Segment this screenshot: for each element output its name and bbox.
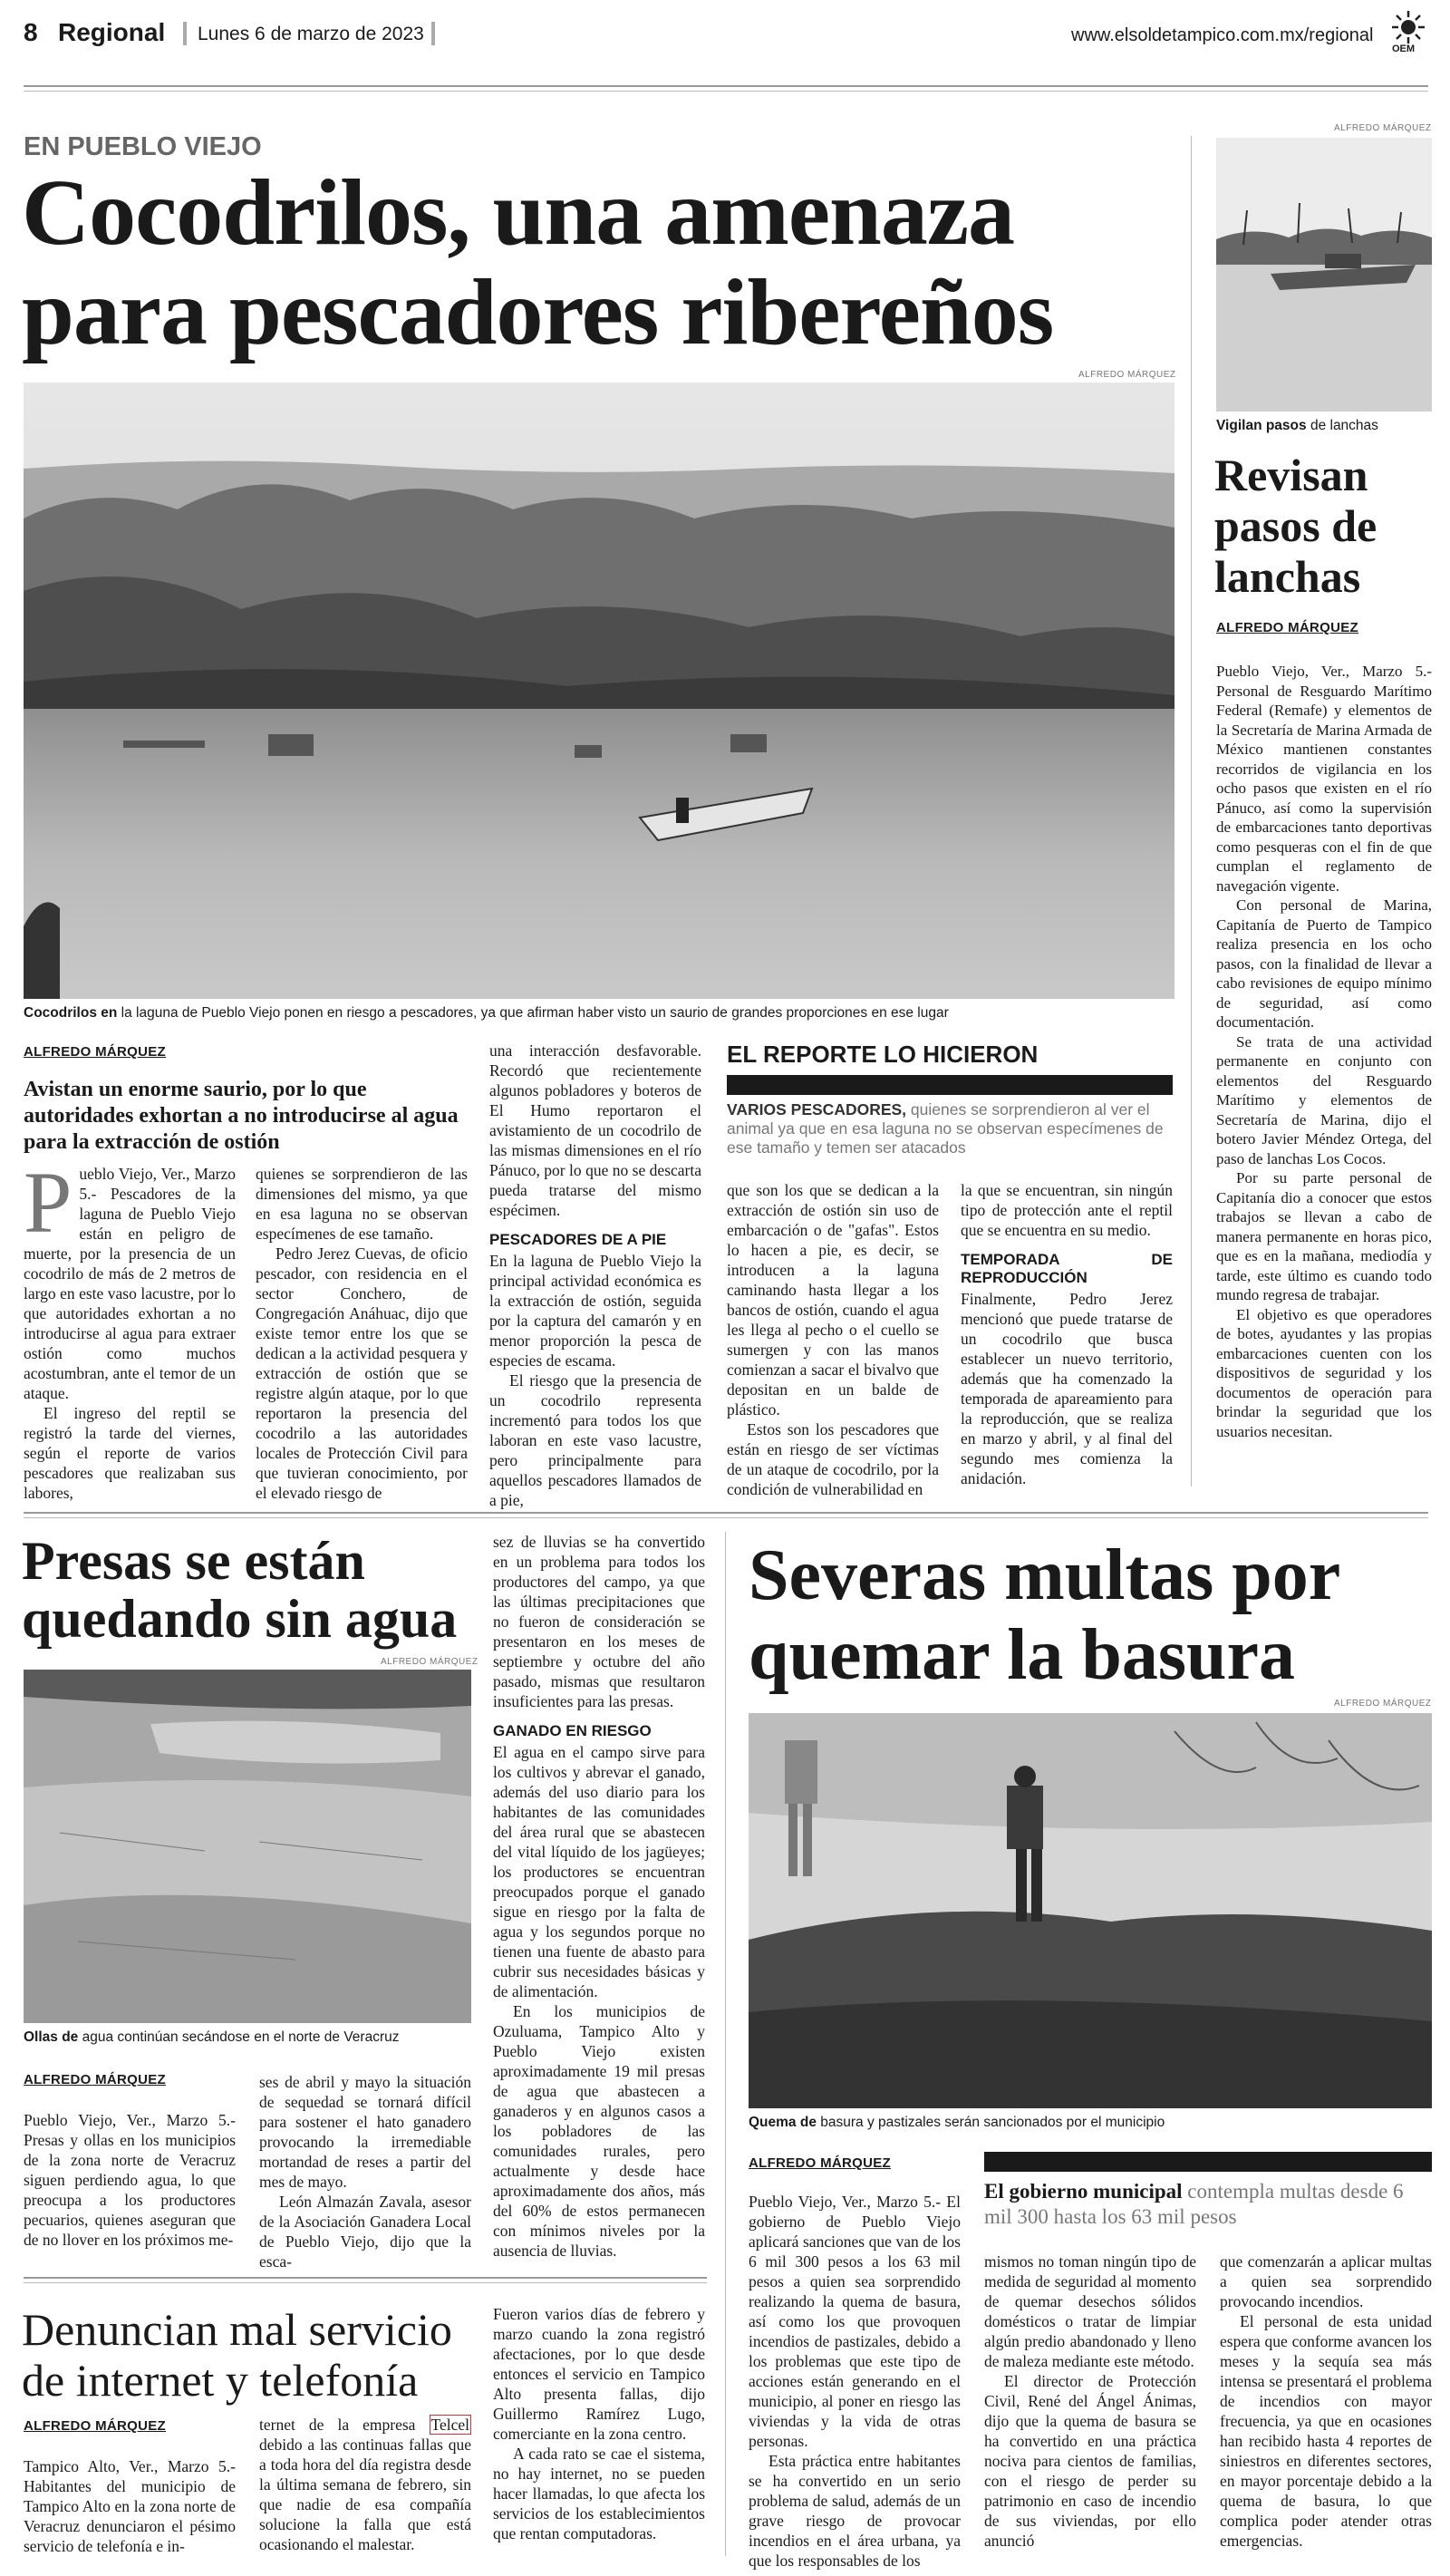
section-name: Regional — [58, 18, 166, 46]
caption-text: agua continúan secándose en el norte de Veracruz — [78, 2029, 400, 2045]
dropcap: P — [24, 1154, 72, 1251]
paragraph: una interacción desfavorable. Recordó que recientemente algunos pobladores y boteros de El Humo reportaron el avistamiento de un cocodrilo de las mismas dimensiones en el río Pánuco, por lo que no se descarta pueda tratarse del mismo espécimen. — [489, 1041, 701, 1219]
photo-caption — [1216, 417, 1432, 435]
subheading: TEMPORADA DE REPRODUCCIÓN — [961, 1251, 1173, 1286]
presas-column-1 — [24, 2110, 236, 2250]
photo-credit: ALFREDO MÁRQUEZ — [1078, 370, 1176, 380]
byline: ALFREDO MÁRQUEZ — [24, 1044, 166, 1060]
byline: ALFREDO MÁRQUEZ — [24, 2072, 166, 2087]
paragraph: mismos no toman ningún tipo de medida de seguridad al momento de quemar desechos sólidos domésticos o tratar de limpiar algún predio abandonado y lleno de maleza mediante este método. — [984, 2252, 1196, 2370]
subheading: PESCADORES DE A PIE — [489, 1231, 667, 1248]
multas-column-3 — [1220, 2252, 1432, 2551]
presas-column-2 — [259, 2072, 471, 2271]
paragraph: Se trata de una actividad permanente en conjunto con elementos del Resguardo Marítimo y elementos de Secretaría de Marina, dijo el botero Javier Méndez Ortega, del paso de lanchas Los Cocos. — [1216, 1032, 1432, 1167]
paragraph: que comenzarán a aplicar multas a quien sea sorprendido provocando incendios. — [1220, 2252, 1432, 2310]
sidebar-column — [1216, 662, 1432, 1441]
paragraph: En la laguna de Pueblo Viejo la principal actividad económica es la extracción de ostión, seguida por la captura del camarón y en menor proporción la pesca de especies de escama. — [489, 1252, 701, 1370]
byline: ALFREDO MÁRQUEZ — [24, 2418, 166, 2434]
byline: ALFREDO MÁRQUEZ — [1216, 620, 1358, 635]
boat-photo — [1216, 138, 1432, 412]
internet-column-3 — [493, 2304, 705, 2543]
paragraph: Fueron varios días de febrero y marzo cuando la zona registró afectaciones, por lo que desde entonces el servicio en Tampico Alto presenta fallas, dijo Guillermo Ramírez Lugo, comerciante en la zona centro. — [493, 2305, 705, 2443]
paragraph: Estos son los pescadores que están en riesgo de ser víctimas de un ataque de cocodrilo, por la condición de vulnerabilidad en — [727, 1420, 939, 1498]
paragraph: Esta práctica entre habitantes se ha convertido en un serio problema de salud, además de un grave riesgo de provocar incendios en el área urbana, ya que los responsables de los — [749, 2452, 961, 2570]
kicker: EN PUEBLO VIEJO — [24, 132, 262, 161]
sun-logo-icon — [1390, 9, 1426, 45]
caption-text: la laguna de Pueblo Viejo ponen en riesgo a pescadores, ya que afirman haber visto un saurio de grandes proporciones en ese lugar — [117, 1005, 949, 1021]
multas-column-1 — [749, 2192, 961, 2571]
dry-pond-photo — [24, 1670, 471, 2023]
oem-logo: OEM — [1392, 44, 1416, 54]
paragraph: la que se encuentran, sin ningún tipo de protección ante el reptil que se encuentra en su medio. — [961, 1181, 1173, 1239]
multas-headline: Severas multas por quemar la basura — [749, 1535, 1339, 1695]
header-divider — [431, 22, 435, 45]
headline-line: Cocodrilos, una amenaza — [22, 160, 1014, 265]
paragraph: El ingreso del reptil se registró la tarde del viernes, según el reporte de varios pescadores que realizaban sus labores, — [24, 1404, 236, 1502]
paragraph: El director de Protección Civil, René del Ángel Ánimas, dijo que la quema de basura se ha convertido en una práctica nociva para cientos de familias, con el riesgo de perder su patrimonio en caso de incendio de sus viviendas, por ello anunció — [984, 2372, 1196, 2550]
issue-date: Lunes 6 de marzo de 2023 — [198, 24, 424, 44]
caption-bold: Ollas de — [24, 2029, 79, 2045]
main-headline — [22, 160, 1182, 364]
pull-quote-bold: El gobierno municipal — [984, 2180, 1183, 2203]
page-number: 8 — [24, 18, 38, 46]
paragraph: Pueblo Viejo, Ver., Marzo 5.- Personal de Resguardo Marítimo Federal (Remafe) y elementos de la Secretaría de Marina Armada de México mantienen constantes recorridos de vigilancia en los ocho pasos que existen en el río Pánuco, así como la supervisión de embarcaciones tanto deportivas como pesqueras con el fin de que cumplan el reglamento de navegación vigente. — [1216, 663, 1432, 895]
photo-caption — [24, 2029, 477, 2047]
internet-column-2 — [259, 2415, 471, 2554]
main-column-5 — [961, 1180, 1173, 1488]
presas-headline: Presas se están quedando sin agua — [22, 1531, 458, 1649]
paragraph: quienes se sorprendieron de las dimensiones del mismo, ya que en esa laguna no se observan especímenes de ese tamaño. — [256, 1165, 468, 1243]
caption-bold: Quema de — [749, 2115, 817, 2130]
main-column-3 — [489, 1041, 701, 1510]
internet-headline: Denuncian mal servicio de internet y telefonía — [22, 2304, 452, 2406]
paragraph: ternet de la empresa — [259, 2416, 430, 2434]
paragraph: debido a las continuas fallas que a toda hora del día registra desde la última semana de febrero, sin que nadie de esa compañía solucione la falla que está ocasionando el malestar. — [259, 2436, 471, 2553]
paragraph: Por su parte personal de Capitanía dio a conocer que estos trabajos se llevan a cabo de manera permanente en horas pico, que es en la mañana, mediodía y tarde, este último es cuando todo mundo regresa de trabajar. — [1216, 1169, 1432, 1303]
presas-column-3 — [493, 1532, 705, 2261]
website-url[interactable]: www.elsoldetampico.com.mx/regional — [1071, 25, 1374, 45]
telcel-brand: Telcel — [430, 2416, 469, 2434]
photo-caption — [24, 1004, 1174, 1022]
paragraph: sez de lluvias se ha convertido en un problema para todos los productores del campo, ya que las últimas precipitaciones que no fueron de consideración se presentaron en los meses de septiembre y octubre del año pasado, mismas que resultaron insuficientes para las presas. — [493, 1533, 705, 1710]
photo-credit: ALFREDO MÁRQUEZ — [381, 1657, 478, 1667]
byline: ALFREDO MÁRQUEZ — [749, 2155, 891, 2171]
caption-text: de lanchas — [1306, 418, 1378, 433]
subheading: GANADO EN RIESGO — [493, 1722, 652, 1739]
paragraph: El riesgo que la presencia de un cocodrilo representa incrementó para todos los que laboran en este vaso lacustre, pero principalmente para aquellos pescadores llamados de a pie, — [489, 1371, 701, 1509]
paragraph: Pedro Jerez Cuevas, de oficio pescador, con residencia en el sector Conchero, de Congregación Anáhuac, dijo que existe temor entre los que se dedican a la actividad pesquera y extracción de ostión que se registre algún ataque, por lo que reportaron la presencia del cocodrilo a las autoridades locales de Protección Civil para que tuvieran conocimiento, por el elevado riesgo de — [256, 1244, 468, 1502]
sidebar-headline: Revisan pasos de lanchas — [1214, 450, 1378, 602]
column-divider — [725, 1532, 726, 2556]
pull-quote-text: contempla multas desde 6 mil 300 hasta los 63 mil pesos — [984, 2180, 1404, 2228]
section-rule — [24, 1512, 1428, 1514]
photo-credit: ALFREDO MÁRQUEZ — [1334, 1699, 1432, 1709]
pull-quote-bar — [984, 2152, 1432, 2172]
header-rule — [24, 91, 1428, 92]
paragraph: que son los que se dedican a la extracción de ostión sin uso de embarcación o de "gafas". Estos lo hacen a pie, es decir, se introducen a la laguna caminando hasta llegar a los bancos de ostión, cuando el agua les llega al pecho o el cuello se sumergen y con las manos comienzan a sacar el bivalvo que depositan en un balde de plástico. — [727, 1181, 939, 1419]
photo-caption — [749, 2114, 1432, 2132]
main-column-1 — [24, 1154, 236, 1503]
paragraph: Pueblo Viejo, Ver., Marzo 5.- El gobierno de Pueblo Viejo aplicará sanciones que van de los 6 mil 300 pesos a los 63 mil pesos a quien sea sorprendido realizando la quema de basura, así como los que provoquen incendios de pastizales, debido a los problemas que este tipo de acciones están generando en el municipio, al poner en riesgo las viviendas y la vida de otras personas. — [749, 2193, 961, 2450]
section-rule — [24, 2277, 707, 2279]
photo-credit: ALFREDO MÁRQUEZ — [1334, 123, 1432, 133]
story-subhead: Avistan un enorme saurio, por lo que autoridades exhortan a no introducirse al agua para la extracción de ostión — [24, 1078, 459, 1154]
paragraph: El personal de esta unidad espera que conforme avancen los meses y la sequía sea más intensa se presentará el problema de incendios con mayor frecuencia, ya que en ocasiones han recibido hasta 4 reportes de siniestros en diferentes sectores, en mayor porcentaje debido a la quema de basura, lo que complica poder atender otras emergencias. — [1220, 2312, 1432, 2550]
multas-column-2 — [984, 2252, 1196, 2551]
lagoon-photo — [24, 383, 1174, 999]
paragraph: Con personal de Marina, Capitanía de Puerto de Tampico realiza presencia en los ocho pasos, con la finalidad de llevar a cabo revisiones de equipo mínimo de seguridad, así como documentación. — [1216, 896, 1432, 1031]
report-box-bold: VARIOS PESCADORES, — [727, 1100, 907, 1119]
paragraph: ses de abril y mayo la situación de sequedad se tornará difícil para sostener el hato ganadero provocando la irremediable mortandad de reses a partir del mes de mayo. — [259, 2073, 471, 2191]
header-divider — [183, 22, 187, 45]
paragraph: El agua en el campo sirve para los cultivos y abrevar el ganado, además del uso diario para los habitantes de las comunidades del área rural que se abastecen del vital líquido de los jagüeyes; los productores se encuentran preocupados porque el ganado sigue en riesgo por la falta de agua y los segundos porque no tienen una fuente de abasto para cubrir sus necesidades básicas y de alimentación. — [493, 1743, 705, 2000]
fire-photo — [749, 1713, 1432, 2108]
paragraph: El objetivo es que operadores de botes, ayudantes y las propias embarcaciones cuenten con los dispositivos de seguridad y los documentos de operación para brindar la seguridad que los usuarios necesitan. — [1216, 1305, 1432, 1440]
caption-bold: Cocodrilos en — [24, 1005, 118, 1021]
pull-quote — [984, 2179, 1432, 2230]
section-rule — [24, 2282, 707, 2283]
paragraph: En los municipios de Ozuluama, Tampico Alto y Pueblo Viejo existen aproximadamente 19 mil presas de agua que abastecen a ganaderos y en algunos casos a los pobladores de las comunidades rurales, pero actualmente y desde hace aproximadamente dos años, más del 60% de estos permanecen con mínimos niveles por la ausencia de lluvias. — [493, 2002, 705, 2260]
internet-column-1 — [24, 2456, 236, 2556]
report-box-bar — [727, 1075, 1173, 1095]
headline-line: para pescadores ribereños — [22, 260, 1054, 364]
report-box-text — [727, 1100, 1173, 1157]
report-box-body: quienes se sorprendieron al ver el animal ya que en esa laguna no se observan especímenes de ese tamaño y temen ser atacados — [727, 1100, 1164, 1157]
page-header — [24, 16, 1428, 53]
paragraph: Tampico Alto, Ver., Marzo 5.- Habitantes del municipio de Tampico Alto en la zona norte de Veracruz denunciaron el pésimo servicio de telefonía e in- — [24, 2457, 236, 2555]
paragraph: ueblo Viejo, Ver., Marzo 5.- Pescadores de la laguna de Pueblo Viejo están en peligro de muerte, por la presencia de un cocodrilo de más de 2 metros de largo en este vaso lacustre, por lo que autoridades exhortan a no introducirse al agua para extraer ostión como muchos acostumbran, ante el temor de un ataque. — [24, 1165, 236, 1402]
column-divider — [1191, 136, 1192, 1487]
section-rule — [24, 1517, 1428, 1518]
main-column-4 — [727, 1180, 939, 1499]
caption-text: basura y pastizales serán sancionados por el municipio — [816, 2115, 1165, 2130]
main-column-2 — [256, 1164, 468, 1503]
paragraph: Pueblo Viejo, Ver., Marzo 5.- Presas y ollas en los municipios de la zona norte de Veracruz siguen perdiendo agua, lo que preocupa a los productores pecuarios, quienes aseguran que de no llover en los próximos me- — [24, 2111, 236, 2249]
header-rule — [24, 85, 1428, 87]
caption-bold: Vigilan pasos — [1216, 418, 1307, 433]
paragraph: León Almazán Zavala, asesor de la Asociación Ganadera Local de Pueblo Viejo, dijo que la esca- — [259, 2193, 471, 2271]
report-box-title: EL REPORTE LO HICIERON — [727, 1041, 1039, 1068]
paragraph: Finalmente, Pedro Jerez mencionó que puede tratarse de un cocodrilo que busca establecer un nuevo territorio, además que ha comenzado la temporada de apareamiento para la reproducción, que se realiza en marzo y abril, y al final del segundo mes comienza la anidación. — [961, 1290, 1173, 1487]
paragraph: A cada rato se cae el sistema, no hay internet, no se pueden hacer llamadas, lo que afecta los servicios de los establecimientos que rentan computadoras. — [493, 2445, 705, 2542]
